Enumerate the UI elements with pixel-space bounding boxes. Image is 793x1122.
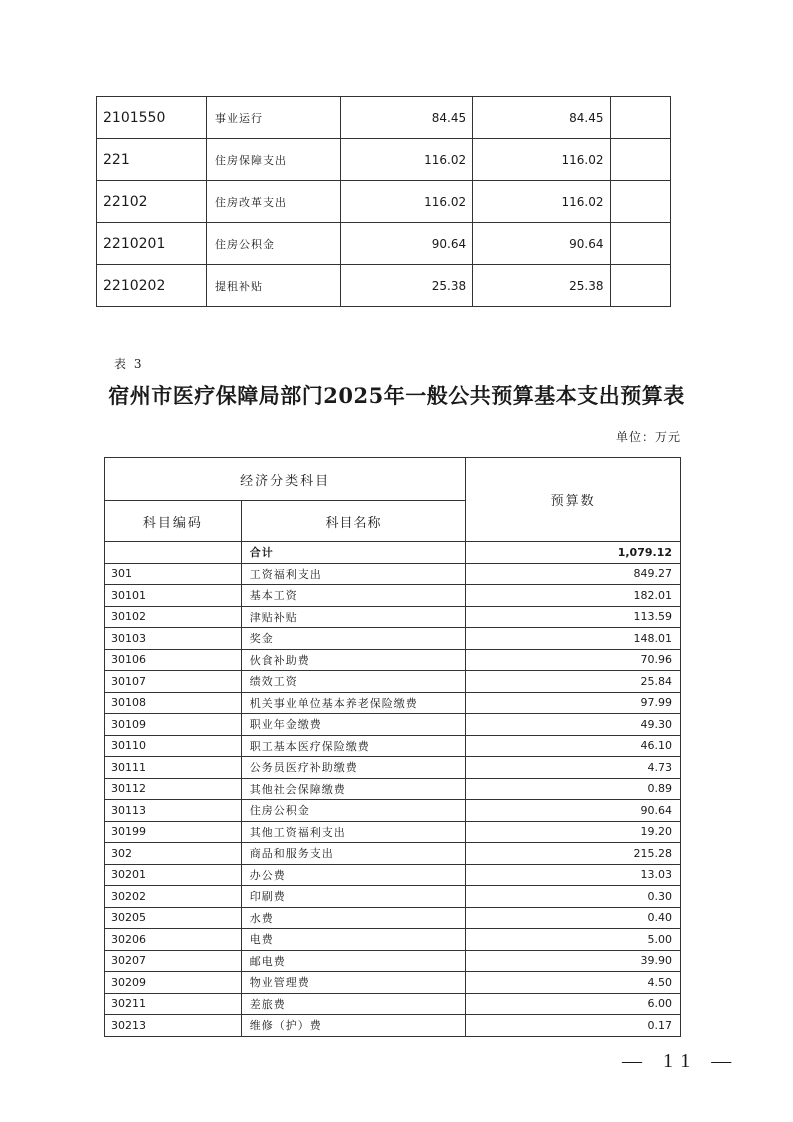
unit-label: 单位：万元	[615, 430, 681, 444]
row-code: 30109	[105, 714, 242, 736]
row-value-1: 25.38	[340, 265, 473, 307]
table-row	[105, 692, 681, 714]
row-value: 19.20	[466, 821, 681, 843]
row-code: 30209	[105, 972, 242, 994]
table-row	[105, 563, 681, 585]
table-number: 表 3	[114, 357, 144, 371]
table-row	[105, 649, 681, 671]
row-value: 113.59	[466, 606, 681, 628]
table-row	[105, 735, 681, 757]
table-row	[105, 585, 681, 607]
table-row	[105, 628, 681, 650]
row-name: 绩效工资	[241, 671, 466, 693]
row-value-2: 116.02	[473, 139, 610, 181]
row-name: 差旅费	[241, 993, 466, 1015]
table-row	[105, 778, 681, 800]
row-code: 30102	[105, 606, 242, 628]
row-value-1: 116.02	[340, 181, 473, 223]
row-name: 邮电费	[241, 950, 466, 972]
row-name: 印刷费	[241, 886, 466, 908]
table-row	[105, 993, 681, 1015]
table-row	[105, 606, 681, 628]
row-blank-cell	[610, 223, 671, 265]
header-code: 科目编码	[105, 501, 242, 542]
row-value: 148.01	[466, 628, 681, 650]
table-row	[105, 714, 681, 736]
row-value: 46.10	[466, 735, 681, 757]
row-name: 事业运行	[207, 97, 341, 139]
table-row	[105, 929, 681, 951]
row-value: 215.28	[466, 843, 681, 865]
row-value: 25.84	[466, 671, 681, 693]
row-value: 39.90	[466, 950, 681, 972]
table-row	[97, 181, 671, 223]
row-value-2: 116.02	[473, 181, 610, 223]
row-code: 2101550	[97, 97, 207, 139]
row-name: 基本工资	[241, 585, 466, 607]
row-code: 30213	[105, 1015, 242, 1037]
row-name: 住房公积金	[241, 800, 466, 822]
row-value: 13.03	[466, 864, 681, 886]
header-economic-category: 经济分类科目	[105, 458, 466, 501]
row-code: 2210201	[97, 223, 207, 265]
row-code: 30113	[105, 800, 242, 822]
row-code: 302	[105, 843, 242, 865]
total-row	[105, 542, 681, 564]
row-name: 电费	[241, 929, 466, 951]
row-code: 30103	[105, 628, 242, 650]
table-row	[97, 265, 671, 307]
table-row	[105, 843, 681, 865]
row-blank-cell	[610, 181, 671, 223]
row-value: 4.50	[466, 972, 681, 994]
row-code: 30207	[105, 950, 242, 972]
table-row	[105, 800, 681, 822]
table-row	[105, 864, 681, 886]
row-code: 30107	[105, 671, 242, 693]
table-row	[97, 223, 671, 265]
total-label: 合计	[241, 542, 466, 564]
row-name: 伙食补助费	[241, 649, 466, 671]
row-value-2: 25.38	[473, 265, 610, 307]
row-code: 30206	[105, 929, 242, 951]
total-code	[105, 542, 242, 564]
row-value: 49.30	[466, 714, 681, 736]
table-row	[105, 886, 681, 908]
row-name: 其他工资福利支出	[241, 821, 466, 843]
row-name: 其他社会保障缴费	[241, 778, 466, 800]
total-value: 1,079.12	[466, 542, 681, 564]
row-value: 97.99	[466, 692, 681, 714]
row-value: 90.64	[466, 800, 681, 822]
row-code: 30211	[105, 993, 242, 1015]
row-value: 182.01	[466, 585, 681, 607]
row-value: 849.27	[466, 563, 681, 585]
table-row	[105, 757, 681, 779]
table-row	[97, 97, 671, 139]
row-code: 301	[105, 563, 242, 585]
row-value-2: 84.45	[473, 97, 610, 139]
continued-budget-table	[96, 96, 671, 307]
row-name: 奖金	[241, 628, 466, 650]
table-row	[105, 907, 681, 929]
row-code: 30202	[105, 886, 242, 908]
row-code: 221	[97, 139, 207, 181]
row-value-1: 84.45	[340, 97, 473, 139]
table-row	[97, 139, 671, 181]
row-value: 5.00	[466, 929, 681, 951]
row-code: 30108	[105, 692, 242, 714]
row-code: 2210202	[97, 265, 207, 307]
row-value: 6.00	[466, 993, 681, 1015]
row-value: 0.89	[466, 778, 681, 800]
row-code: 30106	[105, 649, 242, 671]
header-budget: 预算数	[466, 458, 681, 542]
row-value-2: 90.64	[473, 223, 610, 265]
row-name: 住房公积金	[207, 223, 341, 265]
row-value: 0.17	[466, 1015, 681, 1037]
row-code: 30111	[105, 757, 242, 779]
row-name: 商品和服务支出	[241, 843, 466, 865]
table-row	[105, 671, 681, 693]
page-title: 宿州市医疗保障局部门2025年一般公共预算基本支出预算表	[108, 383, 685, 408]
row-name: 工资福利支出	[241, 563, 466, 585]
row-blank-cell	[610, 139, 671, 181]
row-name: 提租补贴	[207, 265, 341, 307]
row-value: 0.40	[466, 907, 681, 929]
row-code: 30110	[105, 735, 242, 757]
header-name: 科目名称	[241, 501, 466, 542]
row-code: 30205	[105, 907, 242, 929]
row-code: 30201	[105, 864, 242, 886]
table-row	[105, 821, 681, 843]
row-name: 维修（护）费	[241, 1015, 466, 1037]
row-blank-cell	[610, 97, 671, 139]
table-row	[105, 972, 681, 994]
row-code: 22102	[97, 181, 207, 223]
table-row	[105, 950, 681, 972]
row-name: 津贴补贴	[241, 606, 466, 628]
row-name: 职业年金缴费	[241, 714, 466, 736]
row-value: 70.96	[466, 649, 681, 671]
row-name: 住房保障支出	[207, 139, 341, 181]
row-name: 职工基本医疗保险缴费	[241, 735, 466, 757]
table-row	[105, 1015, 681, 1037]
row-blank-cell	[610, 265, 671, 307]
row-name: 公务员医疗补助缴费	[241, 757, 466, 779]
row-code: 30199	[105, 821, 242, 843]
row-code: 30112	[105, 778, 242, 800]
basic-expenditure-table	[104, 457, 681, 1037]
row-value: 4.73	[466, 757, 681, 779]
row-value: 0.30	[466, 886, 681, 908]
row-name: 水费	[241, 907, 466, 929]
row-code: 30101	[105, 585, 242, 607]
row-name: 办公费	[241, 864, 466, 886]
page-number: — 11 —	[622, 1050, 740, 1072]
row-name: 机关事业单位基本养老保险缴费	[241, 692, 466, 714]
row-value-1: 90.64	[340, 223, 473, 265]
row-name: 物业管理费	[241, 972, 466, 994]
row-value-1: 116.02	[340, 139, 473, 181]
row-name: 住房改革支出	[207, 181, 341, 223]
